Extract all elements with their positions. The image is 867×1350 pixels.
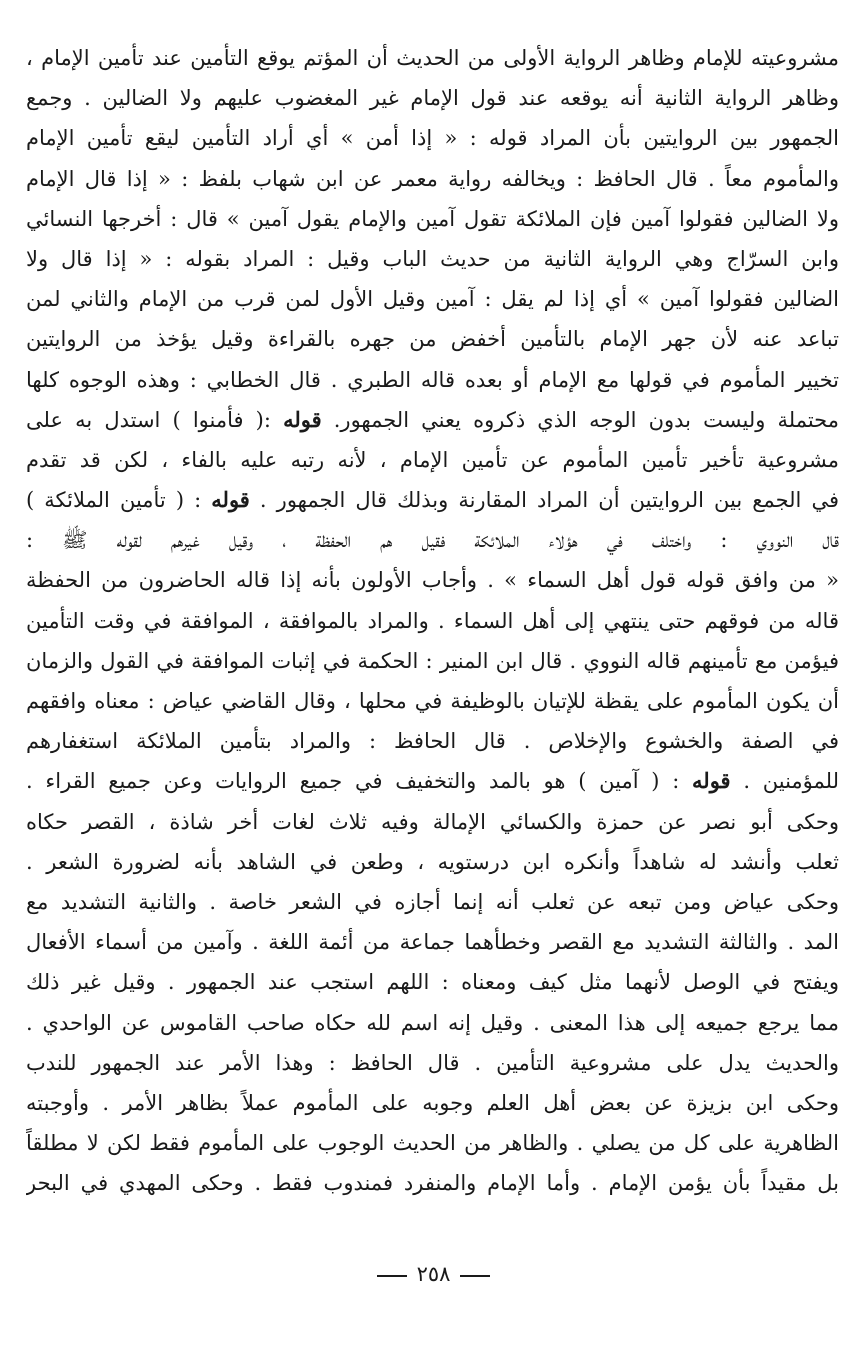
body-text [26, 38, 839, 1203]
text-line: وظاهر الرواية الثانية أنه يوقعه عند قول الإمام غير المغضوب عليهم ولا الضالين . وجمع [26, 86, 839, 111]
text-line: ثعلب وأنشد له شاهداً وأنكره ابن درستويه ، وطعن في الشاهد بأنه لضرورة الشعر . [26, 849, 839, 874]
keyword-qawluhu: قوله [692, 768, 731, 794]
text-line: والمأموم معاً . قال الحافظ : ويخالفه رواية معمر عن ابن شهاب بلفظ : « إذا قال الإمام [26, 166, 839, 191]
page-number-value: ٢٥٨ [416, 1262, 451, 1286]
text-line: تباعد عنه لأن جهر الإمام بالتأمين أخفض من جهره بالقراءة وقيل يؤخذ من الروايتين [26, 327, 839, 352]
text-line: المد . والثالثة التشديد مع القصر وخطأهما جماعة من أئمة اللغة . وآمين من أسماء الأفعال [26, 930, 839, 955]
text-line: الضالين فقولوا آمين » أي إذا لم يقل : آمين وقيل الأول لمن قرب من الإمام والثاني لمن [26, 287, 839, 312]
page-number-dash [377, 1275, 407, 1277]
text-line: بل مقيداً بأن يؤمن الإمام . وأما الإمام والمنفرد فمندوب فقط . وحكى المهدي في البحر [26, 1171, 839, 1196]
text-line: ويفتح في الوصل لأنهما مثل كيف ومعناه : اللهم استجب عند الجمهور . وقيل غير ذلك [26, 970, 839, 995]
text-line: قاله من فوقهم حتى ينتهي إلى أهل السماء . والمراد بالموافقة ، الموافقة في وقت التأمين [26, 608, 839, 633]
text-line: مشروعية تأخير تأمين المأموم عن تأمين الإمام ، لأنه رتبه عليه بالفاء ، لكن قد تقدم [26, 447, 839, 472]
text-line: قال النووي : واختلف في هؤلاء الملائكة فقيل هم الحفظة ، وقيل غيرهم لقوله ﷺ : [26, 528, 839, 553]
text-line: ولا الضالين فقولوا آمين فإن الملائكة تقول آمين والإمام يقول آمين » قال : أخرجها النسائي [26, 206, 839, 231]
text-line: تخيير المأموم في قولها مع الإمام أو بعده قاله الطبري . قال الخطابي : وهذه الوجوه كلها [26, 367, 839, 392]
page-number [0, 1262, 867, 1286]
text-line: في الصفة والخشوع والإخلاص . قال الحافظ : والمراد بتأمين الملائكة استغفارهم [26, 729, 839, 754]
text-line: الظاهرية على كل من يصلي . والظاهر من الحديث الوجوب على المأموم فقط لكن لا مطلقاً [26, 1131, 839, 1156]
text-line: محتملة وليست بدون الوجه الذي ذكروه يعني الجمهور. قوله :( فأمنوا ) استدل به على [26, 406, 839, 432]
keyword-qawluhu: قوله [283, 406, 322, 432]
text-line: فيؤمن مع تأمينهم قاله النووي . قال ابن المنير : الحكمة في إثبات الموافقة في القول والزمان [26, 648, 839, 673]
text-line: وحكى عياض ومن تبعه عن ثعلب أنه إنما أجازه في الشعر خاصة . والثانية التشديد مع [26, 889, 839, 914]
text-line: وحكى أبو نصر عن حمزة والكسائي الإمالة وفيه ثلاث لغات أخر شاذة ، القصر حكاه [26, 809, 839, 834]
text-line: مشروعيته للإمام وظاهر الرواية الأولى من الحديث أن المؤتم يوقع التأمين عند تأمين الإمام ، [26, 46, 839, 70]
text-line: وابن السرّاج وهي الرواية الثانية من حديث الباب وقيل : المراد بقوله : « إذا قال ولا [26, 246, 839, 271]
text-line: الجمهور بين الروايتين بأن المراد قوله : « إذا أمن » أي أراد التأمين ليقع تأمين الإمام [26, 126, 839, 151]
page-number-dash [460, 1275, 490, 1277]
text-line: « من وافق قوله قول أهل السماء » . وأجاب الأولون بأنه إذا قاله الحاضرون من الحفظة [26, 568, 839, 593]
text-line: والحديث يدل على مشروعية التأمين . قال الحافظ : وهذا الأمر عند الجمهور للندب [26, 1050, 839, 1075]
text-line: للمؤمنين . قوله : ( آمين ) هو بالمد والتخفيف في جميع الروايات وعن جميع القراء . [26, 768, 839, 794]
text-line: مما يرجع جميعه إلى هذا المعنى . وقيل إنه اسم لله حكاه صاحب القاموس عن الواحدي . [26, 1010, 839, 1035]
text-line: وحكى ابن بزيزة عن بعض أهل العلم وجوبه على المأموم عملاً بظاهر الأمر . وأوجبته [26, 1090, 839, 1115]
text-line: أن يكون المأموم على يقظة للإتيان بالوظيفة في محلها ، وقال القاضي عياض : معناه وافقهم [26, 689, 839, 713]
keyword-qawluhu: قوله [211, 487, 250, 513]
text-line: في الجمع بين الروايتين أن المراد المقارنة وبذلك قال الجمهور . قوله : ( تأمين الملائكة ) [26, 487, 839, 513]
